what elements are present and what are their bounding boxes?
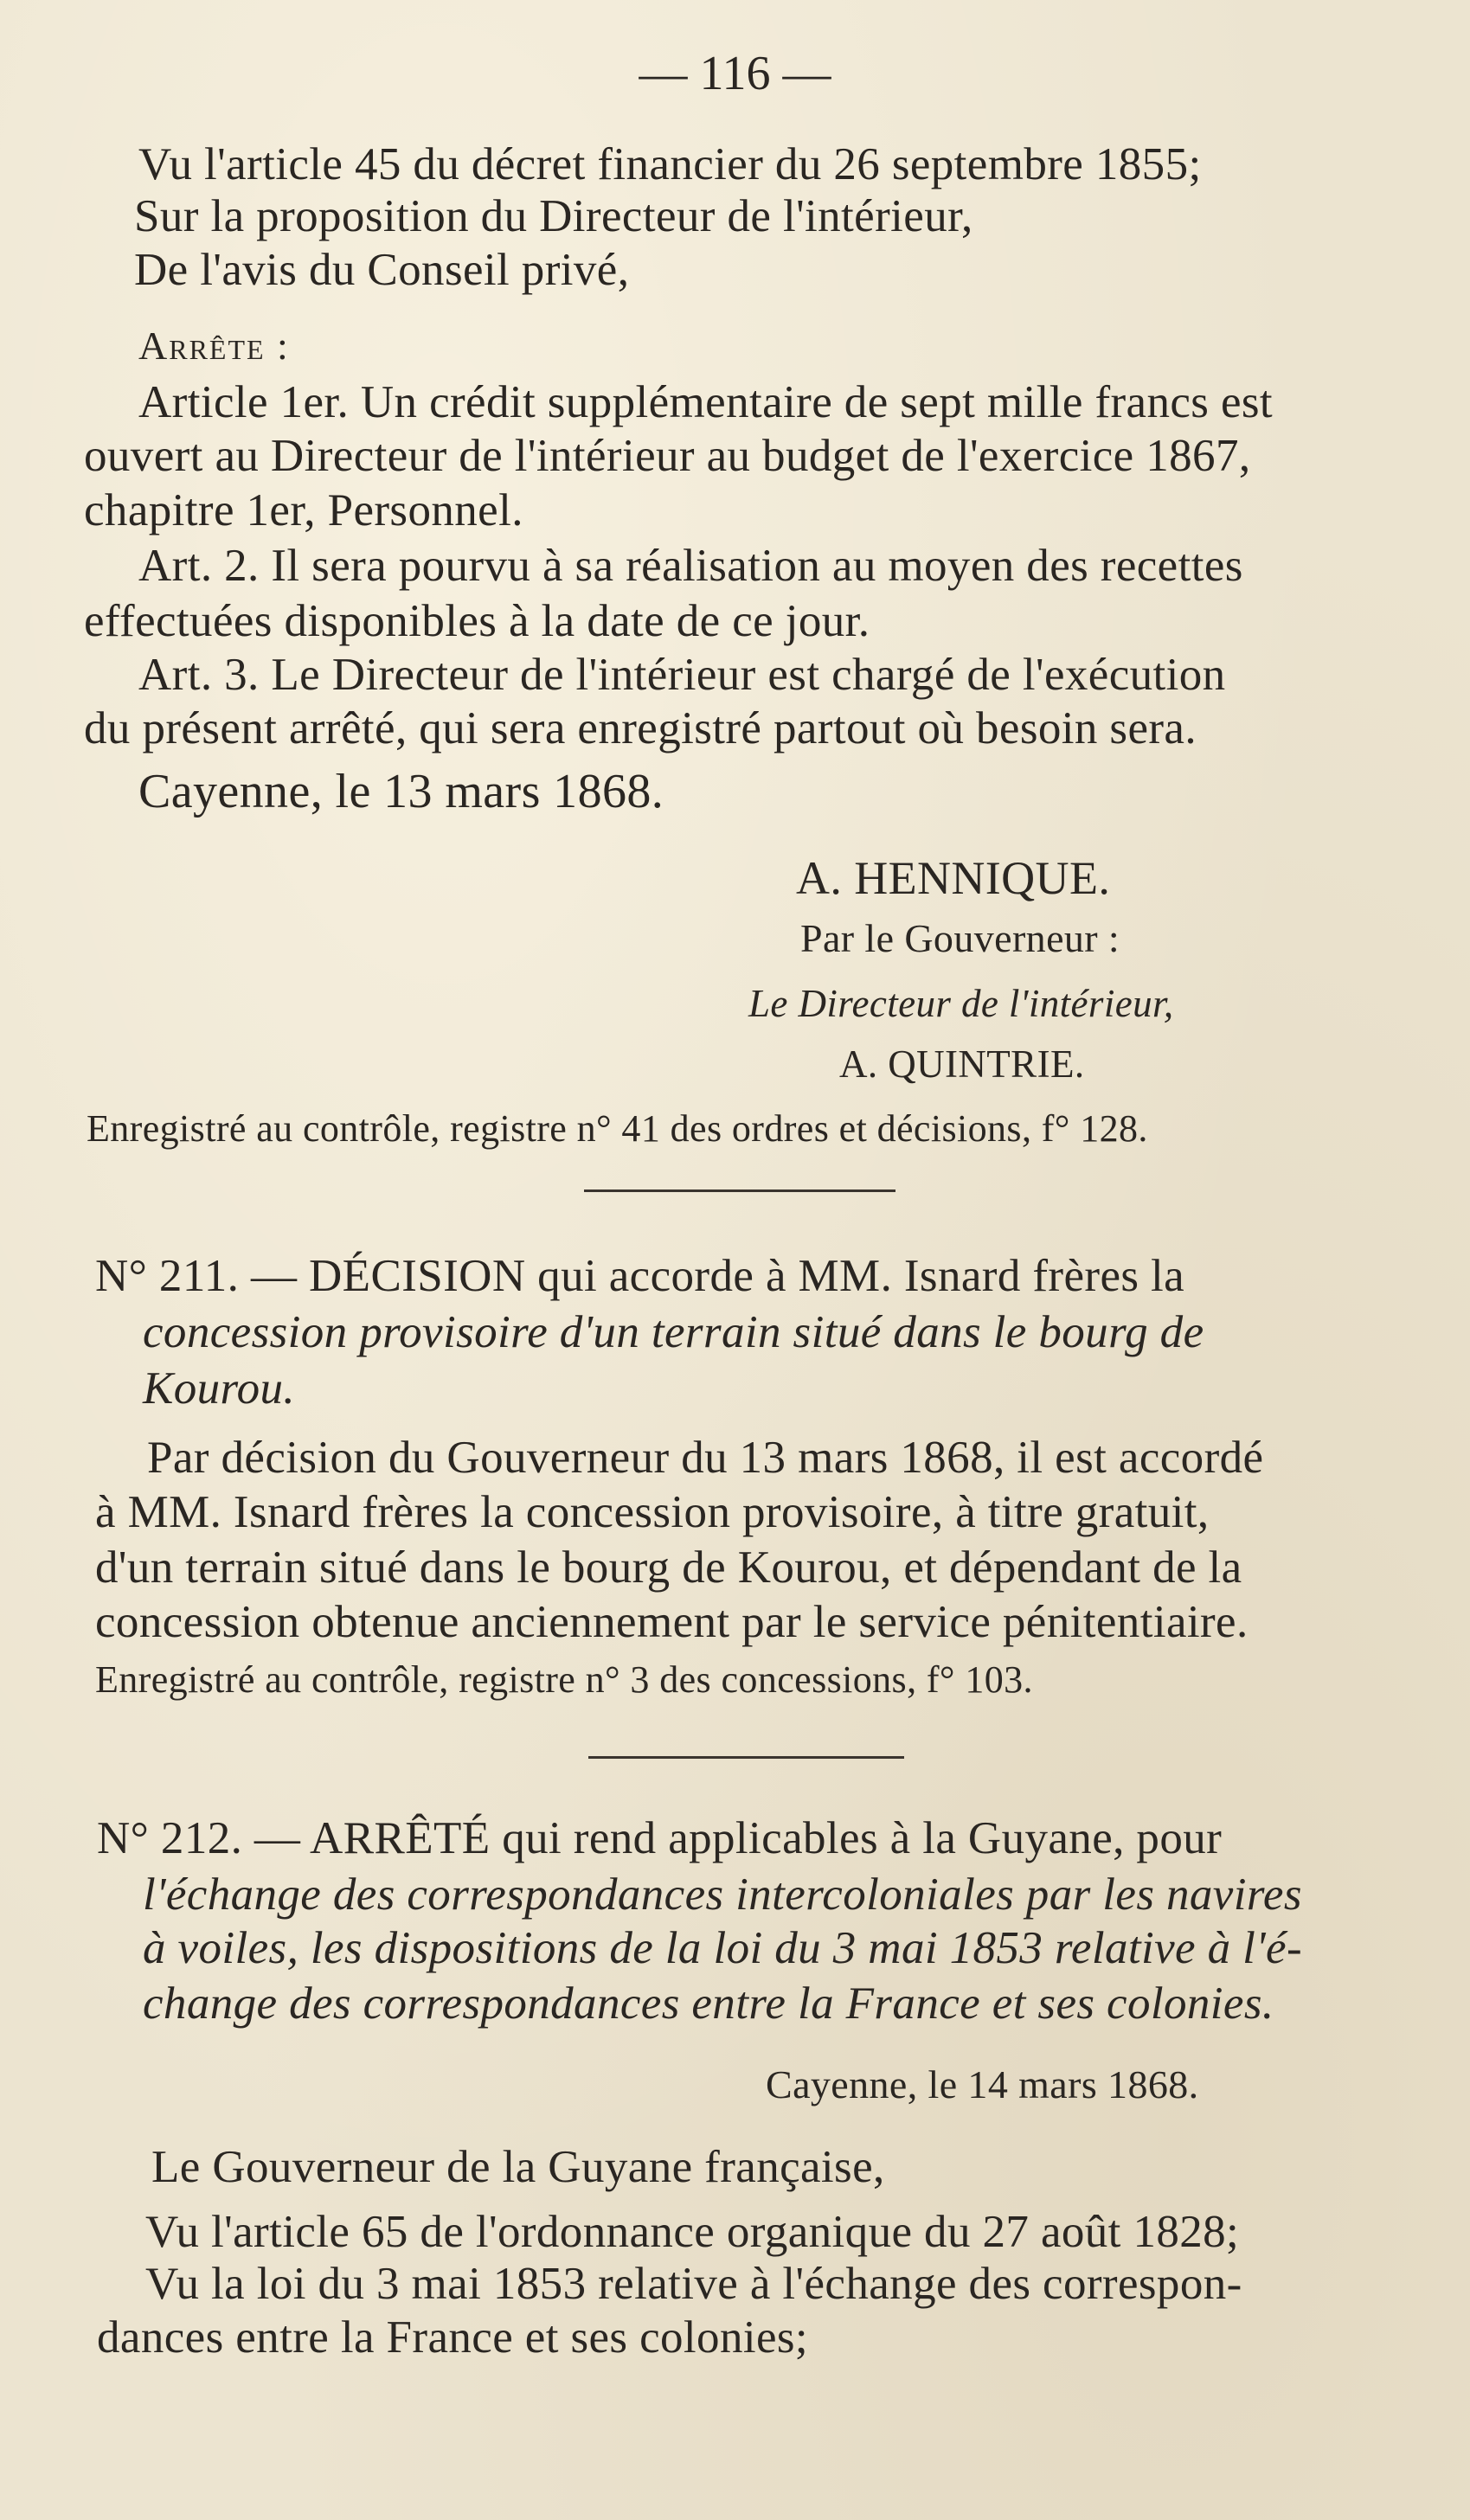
text-line: De l'avis du Conseil privé, <box>134 245 630 295</box>
text-line: Article 1er. Un crédit supplémentaire de sept mille francs est <box>138 377 1274 427</box>
section-heading: Kourou. <box>143 1363 296 1414</box>
text-line: Le Gouverneur de la Guyane française, <box>151 2142 885 2192</box>
section-heading: concession provisoire d'un terrain situé dans le bourg de <box>143 1307 1204 1357</box>
page-number: — 116 — <box>639 47 831 100</box>
place-date: Cayenne, le 13 mars 1868. <box>138 765 664 818</box>
place-date: Cayenne, le 14 mars 1868. <box>766 2062 1199 2106</box>
registration-note: Enregistré au contrôle, registre n° 3 des concessions, f° 103. <box>95 1658 1033 1701</box>
signature-governor: A. HENNIQUE. <box>796 852 1111 904</box>
arrete-label: Arrête : <box>138 324 290 368</box>
text-line: d'un terrain situé dans le bourg de Kourou, et dépendant de la <box>95 1542 1242 1593</box>
section-divider <box>588 1756 904 1759</box>
text-line: concession obtenue anciennement par le service pénitentiaire. <box>95 1597 1249 1647</box>
text-line: chapitre 1er, Personnel. <box>84 485 523 535</box>
par-le-gouverneur: Par le Gouverneur : <box>800 916 1120 960</box>
text-line: dances entre la France et ses colonies; <box>97 2312 809 2363</box>
section-heading: N° 212. — ARRÊTÉ qui rend applicables à la Guyane, pour <box>97 1813 1223 1863</box>
directeur-title: Le Directeur de l'intérieur, <box>748 982 1174 1025</box>
signature-directeur: A. QUINTRIE. <box>839 1042 1085 1086</box>
text-line: Vu l'article 65 de l'ordonnance organique du 27 août 1828; <box>145 2207 1240 2257</box>
section-heading: l'échange des correspondances intercoloniales par les navires <box>143 1869 1302 1920</box>
text-line: Sur la proposition du Directeur de l'intérieur, <box>134 191 973 241</box>
section-heading: change des correspondances entre la France et ses colonies. <box>143 1978 1274 2029</box>
text-line: Vu l'article 45 du décret financier du 26 septembre 1855; <box>138 139 1202 189</box>
registration-note: Enregistré au contrôle, registre n° 41 des ordres et décisions, f° 128. <box>87 1107 1148 1150</box>
text-line: du présent arrêté, qui sera enregistré partout où besoin sera. <box>84 703 1197 753</box>
section-heading: à voiles, les dispositions de la loi du 3 mai 1853 relative à l'é- <box>143 1923 1303 1973</box>
text-line: ouvert au Directeur de l'intérieur au budget de l'exercice 1867, <box>84 431 1251 481</box>
text-line: Par décision du Gouverneur du 13 mars 1868, il est accordé <box>147 1433 1264 1483</box>
text-line: à MM. Isnard frères la concession provisoire, à titre gratuit, <box>95 1487 1210 1537</box>
section-divider <box>584 1189 895 1192</box>
text-line: Vu la loi du 3 mai 1853 relative à l'échange des correspon- <box>145 2259 1242 2309</box>
text-line: Art. 2. Il sera pourvu à sa réalisation au moyen des recettes <box>138 541 1243 591</box>
text-line: effectuées disponibles à la date de ce jour. <box>84 596 870 646</box>
section-heading: N° 211. — DÉCISION qui accorde à MM. Isnard frères la <box>95 1251 1185 1301</box>
text-line: Art. 3. Le Directeur de l'intérieur est chargé de l'exécution <box>138 650 1226 700</box>
